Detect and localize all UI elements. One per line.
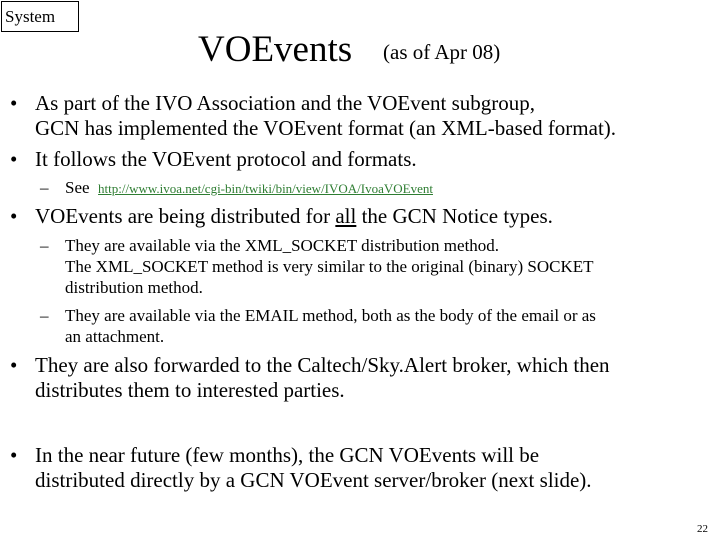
sub-bullet-email [65,305,715,347]
emphasis-all: all [335,204,357,228]
dash-marker: – [40,236,49,255]
bullet-text: VOEvents are being distributed for [35,204,336,228]
sub-line: distribution method. [65,278,203,297]
sub-line: They are available via the XML_SOCKET distribution method. [65,236,500,255]
bullet-text: the GCN Notice types. [356,204,553,228]
bullet-protocol: It follows the VOEvent protocol and formats. [35,147,417,171]
bullet-ivoa [35,91,715,141]
ivoa-link[interactable]: http://www.ivoa.net/cgi-bin/twiki/bin/view/IVOA/IvoaVOEvent [98,181,433,196]
bullet-marker: • [10,353,18,377]
bullet-line: In the near future (few months), the GCN VOEvents will be [35,443,540,467]
sub-bullet-xml-socket [65,235,715,298]
see-prefix: See [65,178,90,197]
slide-subtitle: (as of Apr 08) [383,40,501,64]
bullet-skyalert [35,353,715,403]
bullet-line: distributes them to interested parties. [35,378,345,402]
bullet-marker: • [10,204,18,228]
bullet-marker: • [10,147,18,171]
bullet-marker: • [10,91,18,115]
bullet-future [35,443,715,493]
slide-title: VOEvents [198,29,353,70]
sub-bullet-see [65,177,715,199]
bullet-marker: • [10,443,18,467]
dash-marker: – [40,178,49,197]
dash-marker: – [40,306,49,325]
sub-line: They are available via the EMAIL method, both as the body of the email or as [65,306,596,325]
sub-line: The XML_SOCKET method is very similar to the original (binary) SOCKET [65,257,594,276]
bullet-distribution [35,204,715,229]
bullet-line: distributed directly by a GCN VOEvent server/broker (next slide). [35,468,592,492]
bullet-line: GCN has implemented the VOEvent format (an XML-based format). [35,116,617,140]
page-number: 22 [697,523,708,535]
system-label-box: System [1,1,79,32]
bullet-line: As part of the IVO Association and the VOEvent subgroup, [35,91,536,115]
sub-line: an attachment. [65,327,165,346]
bullet-line: They are also forwarded to the Caltech/Sky.Alert broker, which then [35,353,610,377]
